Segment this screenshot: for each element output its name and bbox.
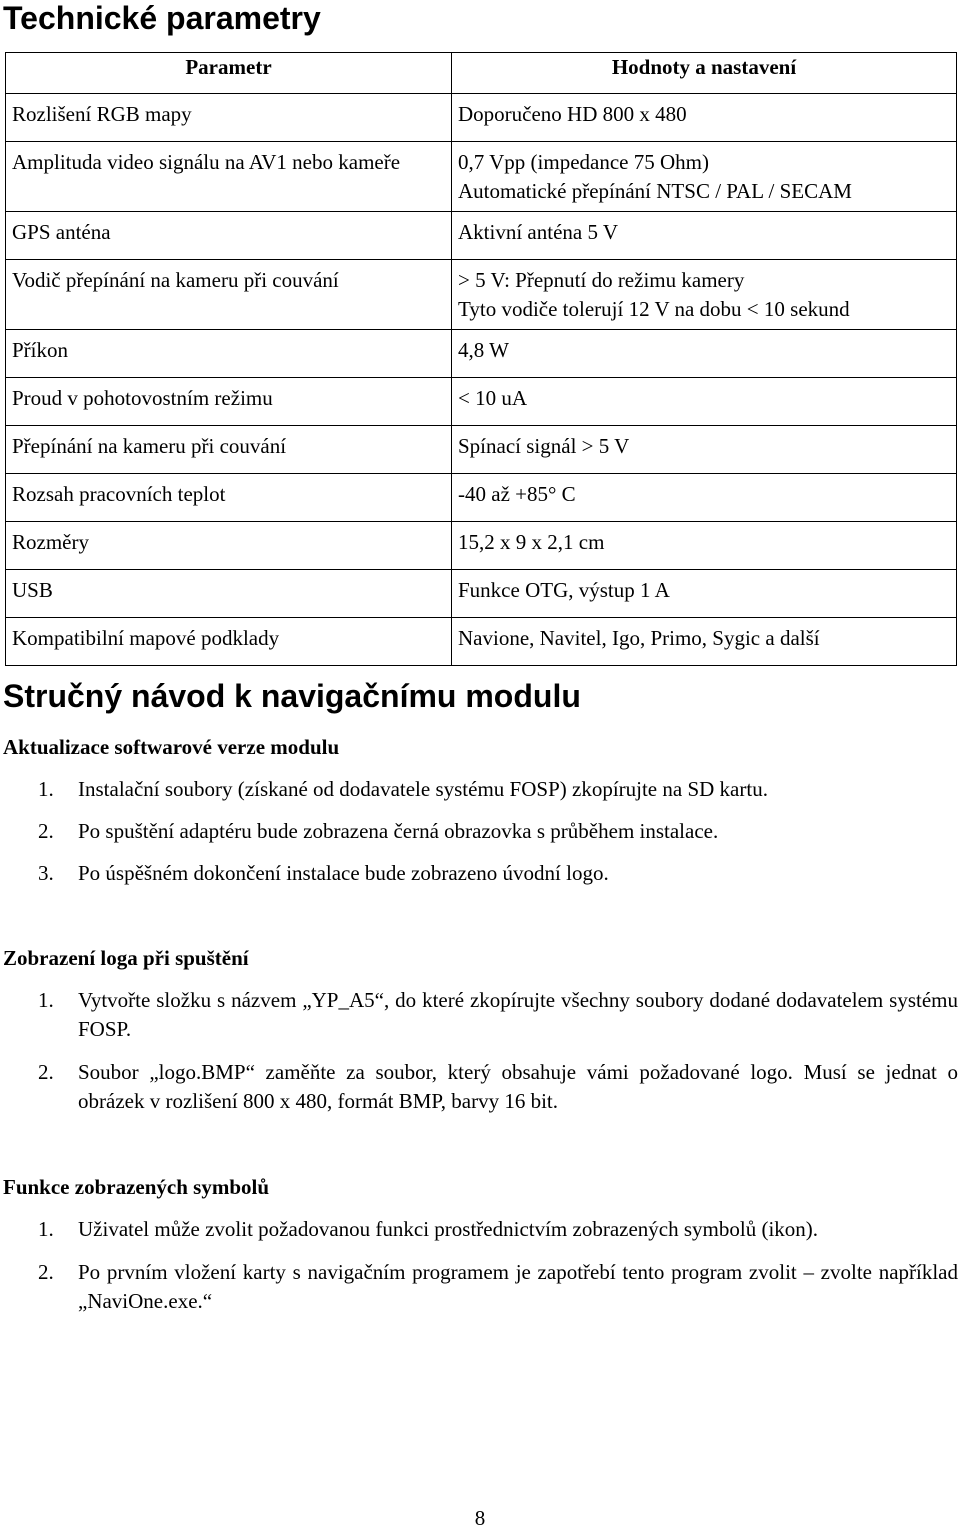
list-item — [3, 986, 958, 1044]
param-cell: Přepínání na kameru při couvání — [6, 426, 452, 474]
table-header-row — [6, 53, 957, 94]
list-item — [3, 775, 958, 804]
param-cell: Příkon — [6, 330, 452, 378]
value-cell — [452, 260, 957, 330]
list-number: 2. — [38, 819, 54, 843]
list-item — [3, 1215, 958, 1244]
section-heading-logo: Zobrazení loga při spuštění — [3, 946, 249, 970]
guide-title: Stručný návod k navigačnímu modulu — [3, 678, 581, 714]
list-item — [3, 1058, 958, 1116]
value-line: 15,2 x 9 x 2,1 cm — [458, 530, 605, 554]
section-heading-symbols: Funkce zobrazených symbolů — [3, 1175, 270, 1199]
list-number: 1. — [38, 777, 54, 801]
list-text: Po úspěšném dokončení instalace bude zobrazeno úvodní logo. — [78, 861, 609, 885]
param-cell: Rozlišení RGB mapy — [6, 94, 452, 142]
page-number: 8 — [474, 1506, 486, 1530]
table-row — [6, 142, 957, 212]
value-cell — [452, 94, 957, 142]
table-row — [6, 330, 957, 378]
value-cell — [452, 142, 957, 212]
table-row — [6, 378, 957, 426]
value-cell — [452, 426, 957, 474]
param-cell: Amplituda video signálu na AV1 nebo kameře — [6, 142, 452, 212]
list-number: 1. — [38, 988, 54, 1012]
value-cell — [452, 618, 957, 666]
value-line: Funkce OTG, výstup 1 A — [458, 578, 670, 602]
list-text: Instalační soubory (získané od dodavatele systému FOSP) zkopírujte na SD kartu. — [78, 777, 768, 801]
page-title: Technické parametry — [3, 0, 321, 36]
list-text: Uživatel může zvolit požadovanou funkci prostřednictvím zobrazených symbolů (ikon). — [78, 1217, 819, 1241]
table-row — [6, 618, 957, 666]
table-row — [6, 94, 957, 142]
table-row — [6, 212, 957, 260]
list-number: 1. — [38, 1217, 54, 1241]
list-item — [3, 859, 958, 888]
value-cell — [452, 570, 957, 618]
value-line: Spínací signál > 5 V — [458, 434, 630, 458]
value-line: 4,8 W — [458, 338, 509, 362]
column-header-values: Hodnoty a nastavení — [452, 53, 957, 94]
table-row — [6, 522, 957, 570]
param-cell: Rozměry — [6, 522, 452, 570]
value-line: Aktivní anténa 5 V — [458, 220, 619, 244]
list-number: 2. — [38, 1060, 54, 1084]
param-cell: Kompatibilní mapové podklady — [6, 618, 452, 666]
list-text: Po spuštění adaptéru bude zobrazena černá obrazovka s průběhem instalace. — [78, 819, 719, 843]
value-line: > 5 V: Přepnutí do režimu kamery — [458, 268, 745, 292]
value-line: Navione, Navitel, Igo, Primo, Sygic a další — [458, 626, 820, 650]
param-cell: USB — [6, 570, 452, 618]
list-number: 2. — [38, 1260, 54, 1284]
value-line: < 10 uA — [458, 386, 528, 410]
spec-table — [5, 52, 957, 666]
section-heading-update: Aktualizace softwarové verze modulu — [3, 735, 340, 759]
value-cell — [452, 474, 957, 522]
value-line: Doporučeno HD 800 x 480 — [458, 102, 687, 126]
param-cell: Vodič přepínání na kameru při couvání — [6, 260, 452, 330]
column-header-parameter: Parametr — [6, 53, 452, 94]
value-line: 0,7 Vpp (impedance 75 Ohm) — [458, 150, 709, 174]
table-row — [6, 474, 957, 522]
table-row — [6, 426, 957, 474]
update-steps-list — [3, 775, 958, 888]
list-text: Vytvořte složku s názvem „YP_A5“, do které zkopírujte všechny soubory dodané dodavatelem systému FOSP. — [78, 988, 958, 1041]
param-cell: Rozsah pracovních teplot — [6, 474, 452, 522]
value-line: Tyto vodiče tolerují 12 V na dobu < 10 sekund — [458, 297, 850, 321]
value-line: Automatické přepínání NTSC / PAL / SECAM — [458, 179, 852, 203]
value-cell — [452, 378, 957, 426]
list-text: Soubor „logo.BMP“ zaměňte za soubor, který obsahuje vámi požadované logo. Musí se jednat o obrázek v rozlišení 800 x 480, formát BMP, barvy 16 bit. — [78, 1060, 958, 1113]
param-cell: GPS anténa — [6, 212, 452, 260]
value-cell — [452, 330, 957, 378]
table-row — [6, 260, 957, 330]
value-line: -40 až +85° C — [458, 482, 576, 506]
list-item — [3, 817, 958, 846]
list-number: 3. — [38, 861, 54, 885]
value-cell — [452, 212, 957, 260]
list-text: Po prvním vložení karty s navigačním programem je zapotřebí tento program zvolit – zvolte například „NaviOne.exe.“ — [78, 1260, 958, 1313]
symbols-steps-list — [3, 1215, 958, 1316]
param-cell: Proud v pohotovostním režimu — [6, 378, 452, 426]
logo-steps-list — [3, 986, 958, 1116]
value-cell — [452, 522, 957, 570]
table-row — [6, 570, 957, 618]
list-item — [3, 1258, 958, 1316]
